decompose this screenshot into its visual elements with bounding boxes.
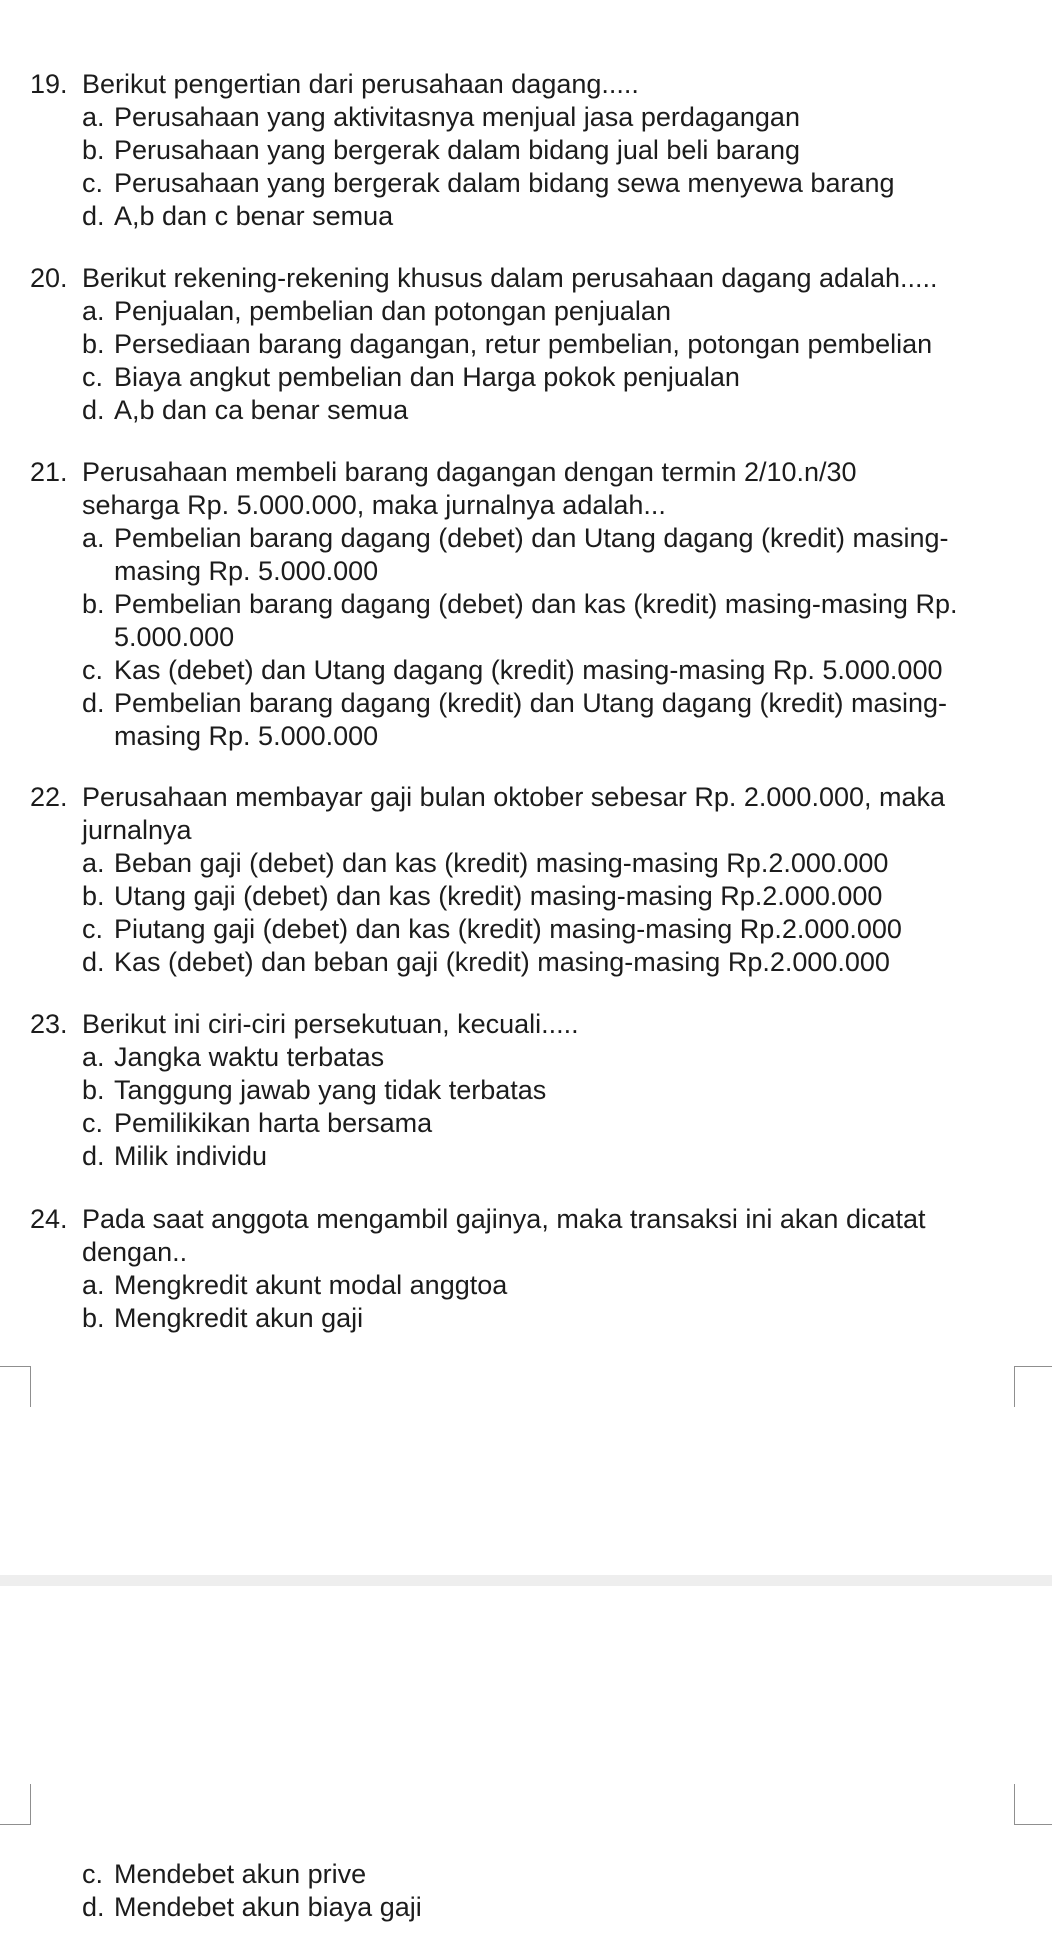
option-d: d. Milik individu [82,1141,268,1171]
page-corner-mark-top-right [1014,1784,1052,1825]
question-text: Berikut pengertian dari perusahaan dagang..... [82,69,639,99]
option-d: d. A,b dan ca benar semua [82,395,409,425]
option-a: a. Penjualan, pembelian dan potongan penjualan [82,296,671,326]
question-number: 23. [30,1009,68,1039]
option-b: b. Tanggung jawab yang tidak terbatas [82,1075,547,1105]
option-c: c. Kas (debet) dan Utang dagang (kredit) masing-masing Rp. 5.000.000 [82,655,943,685]
question-20 [30,262,1020,427]
question-21 [30,456,1020,753]
option-b: b. Persediaan barang dagangan, retur pembelian, potongan pembelian [82,329,933,359]
question-text: Berikut rekening-rekening khusus dalam perusahaan dagang adalah..... [82,263,938,293]
option-c: c. Perusahaan yang bergerak dalam bidang sewa menyewa barang [82,168,895,198]
option-c: c. Pemilikikan harta bersama [82,1108,433,1138]
page-corner-mark-bottom-left [0,1366,31,1407]
option-c: c. Piutang gaji (debet) dan kas (kredit) masing-masing Rp.2.000.000 [82,914,902,944]
question-number: 22. [30,782,68,812]
option-a: a. Pembelian barang dagang (debet) dan Utang dagang (kredit) masing-masing Rp. 5.000.000 [82,523,949,586]
option-b: b. Pembelian barang dagang (debet) dan kas (kredit) masing-masing Rp. 5.000.000 [82,589,958,652]
question-number: 20. [30,263,68,293]
option-a: a. Perusahaan yang aktivitasnya menjual jasa perdagangan [82,102,800,132]
document-page-2 [0,1586,1052,1960]
question-text: Berikut ini ciri-ciri persekutuan, kecuali..... [82,1009,579,1039]
question-text: Perusahaan membeli barang dagangan dengan termin 2/10.n/30 seharga Rp. 5.000.000, maka jurnalnya adalah... [82,457,857,520]
page-separator [0,1575,1052,1586]
option-a: a. Jangka waktu terbatas [82,1042,385,1072]
option-d: d. Kas (debet) dan beban gaji (kredit) masing-masing Rp.2.000.000 [82,947,890,977]
option-c: c. Biaya angkut pembelian dan Harga pokok penjualan [82,362,740,392]
question-24-continued [30,1858,1020,1924]
option-d: d. Pembelian barang dagang (kredit) dan Utang dagang (kredit) masing-masing Rp. 5.000.000 [82,688,947,751]
question-text: Perusahaan membayar gaji bulan oktober sebesar Rp. 2.000.000, maka jurnalnya [82,782,946,845]
option-b: b. Perusahaan yang bergerak dalam bidang jual beli barang [82,135,800,165]
option-a: a. Mengkredit akunt modal anggtoa [82,1270,508,1300]
page-corner-mark-top-left [0,1784,31,1825]
question-number: 19. [30,69,68,99]
question-22 [30,781,1020,979]
option-c: c. Mendebet akun prive [82,1859,367,1889]
page-corner-mark-bottom-right [1014,1366,1052,1407]
option-a: a. Beban gaji (debet) dan kas (kredit) masing-masing Rp.2.000.000 [82,848,889,878]
option-b: b. Utang gaji (debet) dan kas (kredit) masing-masing Rp.2.000.000 [82,881,883,911]
question-19 [30,68,1020,233]
question-23 [30,1008,1020,1173]
option-d: d. Mendebet akun biaya gaji [82,1892,422,1922]
question-24 [30,1203,1020,1335]
question-text: Pada saat anggota mengambil gajinya, maka transaksi ini akan dicatat dengan.. [82,1204,926,1267]
question-number: 24. [30,1204,68,1234]
question-number: 21. [30,457,68,487]
option-d: d. A,b dan c benar semua [82,201,394,231]
option-b: b. Mengkredit akun gaji [82,1303,364,1333]
